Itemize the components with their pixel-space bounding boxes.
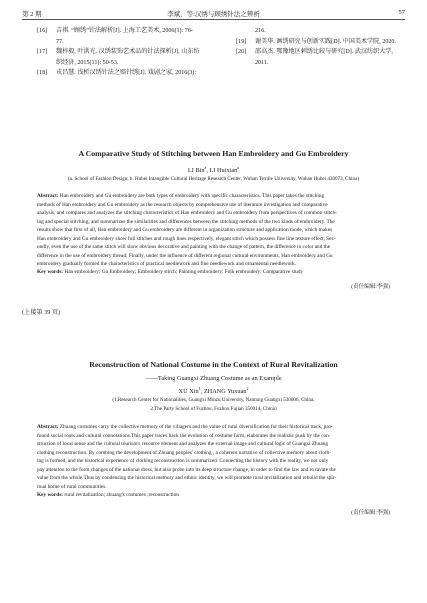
running-header <box>22 7 405 19</box>
reference-text: 谢美华. 画绣研究与创新实践[D]. 中国美术学院, 2020. <box>255 38 396 45</box>
reference-item <box>236 37 396 48</box>
running-title: 李斌，等:汉绣与顾绣针法之辨析 <box>167 11 260 18</box>
article1-affiliation: (a. School of Fashion Design; b. Hubei Intangible Cultural Heritage Research Center, Wuhan Textile University, Wuhan Hubei 430073, China) <box>67 176 360 182</box>
article1-authors: LI Bin$^a$, LI Huixian$^a$ <box>187 165 240 175</box>
reference-text: 216. <box>255 28 266 34</box>
reference-text: 魏梓毅, 叶洪光. 汉绣装饰艺术品的针法探析[J]. 山东纺 <box>56 49 200 56</box>
references-right-column <box>236 26 396 68</box>
reference-item <box>236 26 396 37</box>
reference-text: 2011. <box>255 59 269 66</box>
reference-text: 邵高杰. 鄂豫地区刺绣比较与研究[D]. 武汉纺织大学, <box>255 49 393 56</box>
reference-item <box>37 68 232 79</box>
continuation-note: (上接第 39 页) <box>22 309 61 316</box>
article2-authors: XU Xin$^1$, ZHANG Yuxuan$^2$ <box>178 386 249 396</box>
abstract-label: Abstract: <box>37 193 59 199</box>
issue-label: 第 2 期 <box>22 11 42 18</box>
keywords-label: Key words: <box>37 492 64 498</box>
reference-number: [18] <box>37 70 48 77</box>
article2-title: Reconstruction of National Costume in the Context of Rural Revitalization <box>89 360 338 369</box>
references-left-column <box>37 26 232 79</box>
article2-affiliation-1: (1.Research Center for Nationalities, Guangxi Minzu University, Nanning Guangxi 530006, China; <box>112 397 315 403</box>
reference-number: [20] <box>236 49 247 56</box>
article1-abstract: Abstract: Han embroidery and Gu embroidery are both types of embroidery with specific characteristics. This paper takes the stitching methods of Han embroidery and Gu embroidery as the research objects by comprehensive use of literature investigation and comparative analysis, and compares and analyzes the stitching characteristics of Han embroidery and Gu embroidery from perspectives of common stitch- ing and special stitching, and summarizes the similarities and differences between the stitching methods of the two kinds of embroidery. The results show that first of all, Han embroidery and Gu embroidery are different in organization structure and application mode, which makes Han embroidery and Gu embroidery show full stitches and rough lines respectively, elegant stitch which possess fine line texture effect; Sec- ondly, even the use of the same stitch will show obvious decorative and painting with the change of pattern, the difference in color and the difference in the use of embroidery thread; Finally, under the influence of different regional cultural environments, Han embroidery and Gu embroidery gradually formed the characteristics of practical needlework and fine needlework and ornamental needlework. <box>37 193 337 267</box>
reference-item <box>37 26 232 47</box>
reference-text: 77. <box>56 38 64 45</box>
header-rule <box>22 19 405 20</box>
article1-title: A Comparative Study of Stitching between Han Embroidery and Gu Embroidery <box>78 149 349 158</box>
keywords-label: Key words: <box>37 269 64 275</box>
article2-editor-note: (责任编辑:李强) <box>351 510 390 516</box>
article2-subtitle: ——Taking Guangxi Zhuang Costume as an Example <box>145 375 282 382</box>
reference-text: 戎昌慧. 浅析汉绣针法之赔针绣[J]. 戏剧之家, 2016(3): <box>56 70 197 77</box>
reference-item <box>37 47 232 68</box>
abstract-label: Abstract: <box>37 424 59 430</box>
reference-number: [19] <box>236 38 247 45</box>
reference-text: 织经济, 2015(11): 50-53. <box>56 59 119 66</box>
reference-item <box>236 47 396 68</box>
reference-number <box>236 26 255 37</box>
article1-editor-note: (责任编辑:李强) <box>351 284 390 290</box>
page-number: 57 <box>398 9 405 16</box>
reference-number: [16] <box>37 28 48 34</box>
article2-abstract: Abstract: Zhuang costumes carry the collective memory of the villagers and the value of rural diversification for their historical track, pro- found social roots and cultural connotations.This paper traces back the evolution of costume form, elaborates the realistic push by the con- struction of local sense and the cultural tourism's resource element and analyzes the external image and cultural logic of Guangxi Zhuang clothing reconstruction. By combing the development of Zhuang peoples' clothing , a coherent narrative of collective memory about cloth- ing is formed, and the historical experience of clothing reconstruction is summarized. Connecting the history with the reality, we not only pay attention to the form changes of the national dress, but also probe into its deep structure change, in order to find the law and excavate the value from the whole.Thus by condensing the historical memory and ethnic identity, we will promote rural revitalization and rebuild the spir- itual home of rural communities. <box>37 424 337 490</box>
article1-keywords: Key words: Han embroidery; Gu Embroidery; Embroidery stitch; Painting embroidery; Folk embroidery; Comparative study <box>37 269 304 275</box>
reference-number: [17] <box>37 49 48 56</box>
article2-keywords: Key words: rural revitalization; zhuang's costumes ;reconstruction <box>37 492 179 498</box>
reference-text: 吉祺. “顾绣”针法解析[J]. 上海工艺美术, 2006(1): 76- <box>56 28 193 34</box>
article2-affiliation-2: 2.The Party School of Fuzhou, Fuzhou Fujian 350014, China) <box>150 406 277 412</box>
